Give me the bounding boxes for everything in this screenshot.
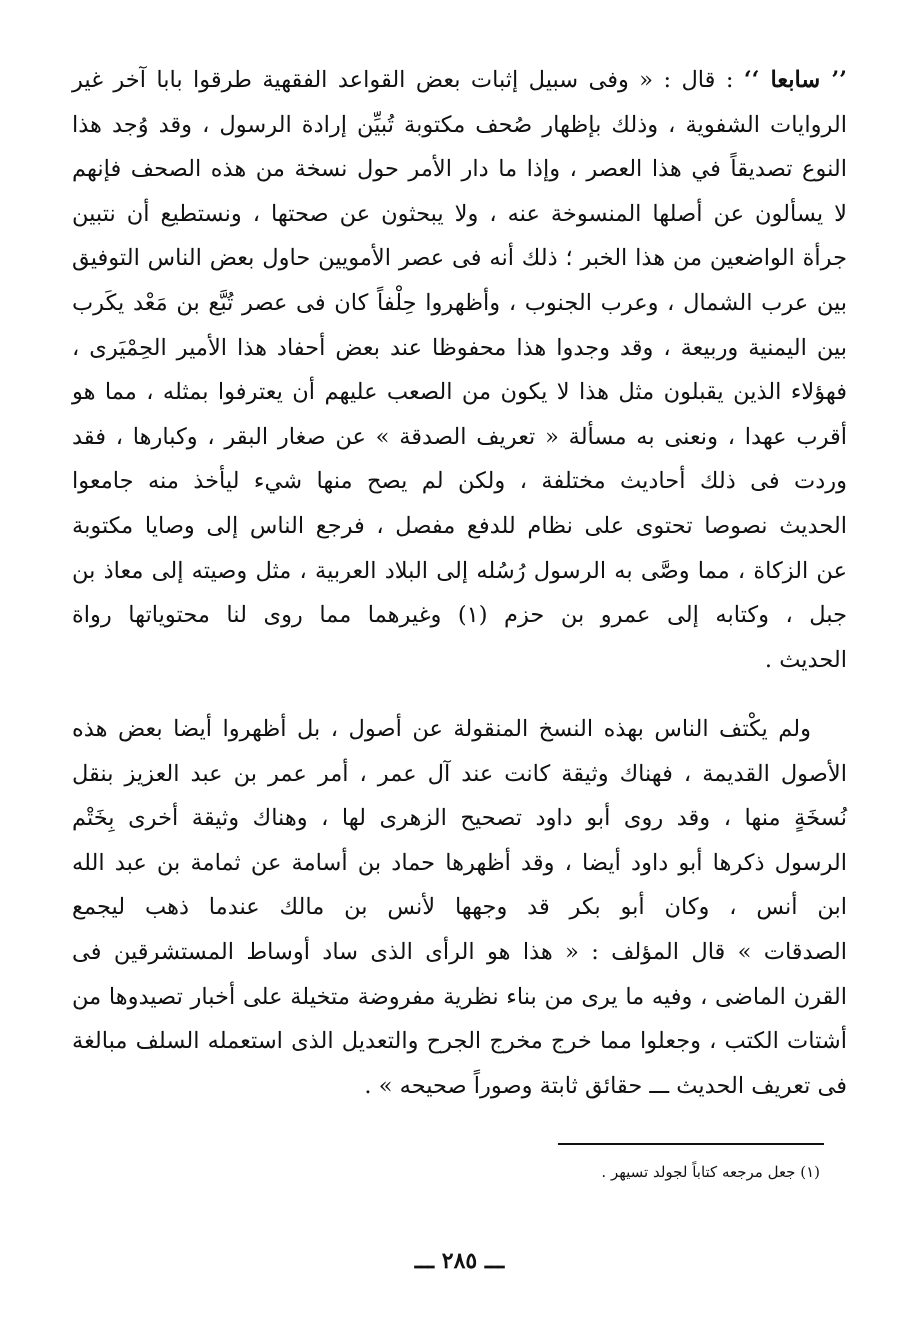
text-line: الحديث . — [764, 646, 847, 673]
text-line: فهؤلاء الذين يقبلون مثل هذا لا يكون من الصعب عليهم أن يعترفوا بمثله ، مما هو — [72, 379, 847, 406]
text-line-content: : قال : « وفى سبيل إثبات بعض القواعد الفقهية طرقوا بابا آخر غير — [72, 67, 734, 93]
text-line: الروايات الشفوية ، وذلك بإظهار صُحف مكتوبة تُبيِّن إرادة الرسول ، وقد وُجد هذا — [72, 111, 847, 138]
text-line-content: ولم يكْتف الناس بهذه النسخ المنقولة عن أصول ، بل أظهروا أيضا بعض هذه — [72, 716, 811, 742]
text-line: القرن الماضى ، وفيه ما يرى من بناء نظرية مفروضة متخيلة على أخبار تصيدوها من — [72, 983, 847, 1010]
text-line: فى تعريف الحديث ـــ حقائق ثابتة وصوراً صحيحه » . — [364, 1072, 847, 1099]
footnote: (١) جعل مرجعه كتاباً لجولد تسيهر . — [601, 1163, 820, 1181]
text-line: جرأة الواضعين من هذا الخبر ؛ ذلك أنه فى عصر الأمويين حاول بعض الناس التوفيق — [72, 245, 847, 272]
text-line — [72, 58, 847, 103]
paragraph-1 — [72, 58, 847, 682]
text-line: الصدقات » قال المؤلف : « هذا هو الرأى الذى ساد أوساط المستشرقين فى — [72, 938, 847, 965]
text-line: نُسخَةٍ منها ، وقد روى أبو داود تصحيح الزهرى لها ، وهناك وثيقة أخرى بِخَتْم — [72, 805, 847, 832]
page-number: ـــ ٢٨٥ ـــ — [414, 1248, 505, 1274]
text-line: لا يسألون عن أصلها المنسوخة عنه ، ولا يبحثون عن صحتها ، ونستطيع أن نتبين — [72, 200, 847, 227]
text-line: وردت فى ذلك أحاديث مختلفة ، ولكن لم يصح منها شيء ليأخذ منه جامعوا — [72, 468, 847, 495]
text-line: أشتات الكتب ، وجعلوا مما خرج مخرج الجرح والتعديل الذى استعمله السلف مبالغة — [72, 1028, 847, 1055]
text-line: بين عرب الشمال ، وعرب الجنوب ، وأظهروا حِلْفاً كان فى عصر تُبَّع بن مَعْد يكَرب — [72, 289, 847, 316]
text-line: ابن أنس ، وكان أبو بكر قد وجهها لأنس بن مالك عندما ذهب ليجمع — [72, 894, 847, 921]
text-line: الأصول القديمة ، فهناك وثيقة كانت عند آل عمر ، أمر عمر بن عبد العزيز بنقل — [72, 760, 847, 787]
footnote-divider — [558, 1143, 824, 1145]
text-line: جبل ، وكتابه إلى عمرو بن حزم (١) وغيرهما مما روى لنا محتوياتها رواة — [72, 602, 847, 629]
paragraph-2 — [72, 707, 847, 1108]
text-line: النوع تصديقاً في هذا العصر ، وإذا ما دار الأمر حول نسخة من هذه الصحف فإنهم — [72, 156, 847, 183]
text-line: أقرب عهدا ، ونعنى به مسألة « تعريف الصدقة » عن صغار البقر ، وكبارها ، فقد — [72, 423, 847, 450]
text-line — [72, 707, 847, 752]
text-line: بين اليمنية وربيعة ، وقد وجدوا هذا محفوظا عند بعض أحفاد هذا الأمير الحِمْيَرى ، — [72, 334, 847, 361]
text-line: عن الزكاة ، مما وصَّى به الرسول رُسُله إلى البلاد العربية ، مثل وصيته إلى معاذ بن — [72, 557, 847, 584]
text-line: الحديث نصوصا تحتوى على نظام للدفع مفصل ، فرجع الناس إلى وصايا مكتوبة — [72, 512, 847, 539]
section-lead-word: ’’ سابعا ‘‘ — [743, 67, 847, 93]
text-line: الرسول ذكرها أبو داود أيضا ، وقد أظهرها حماد بن أسامة عن ثمامة بن عبد الله — [72, 849, 847, 876]
